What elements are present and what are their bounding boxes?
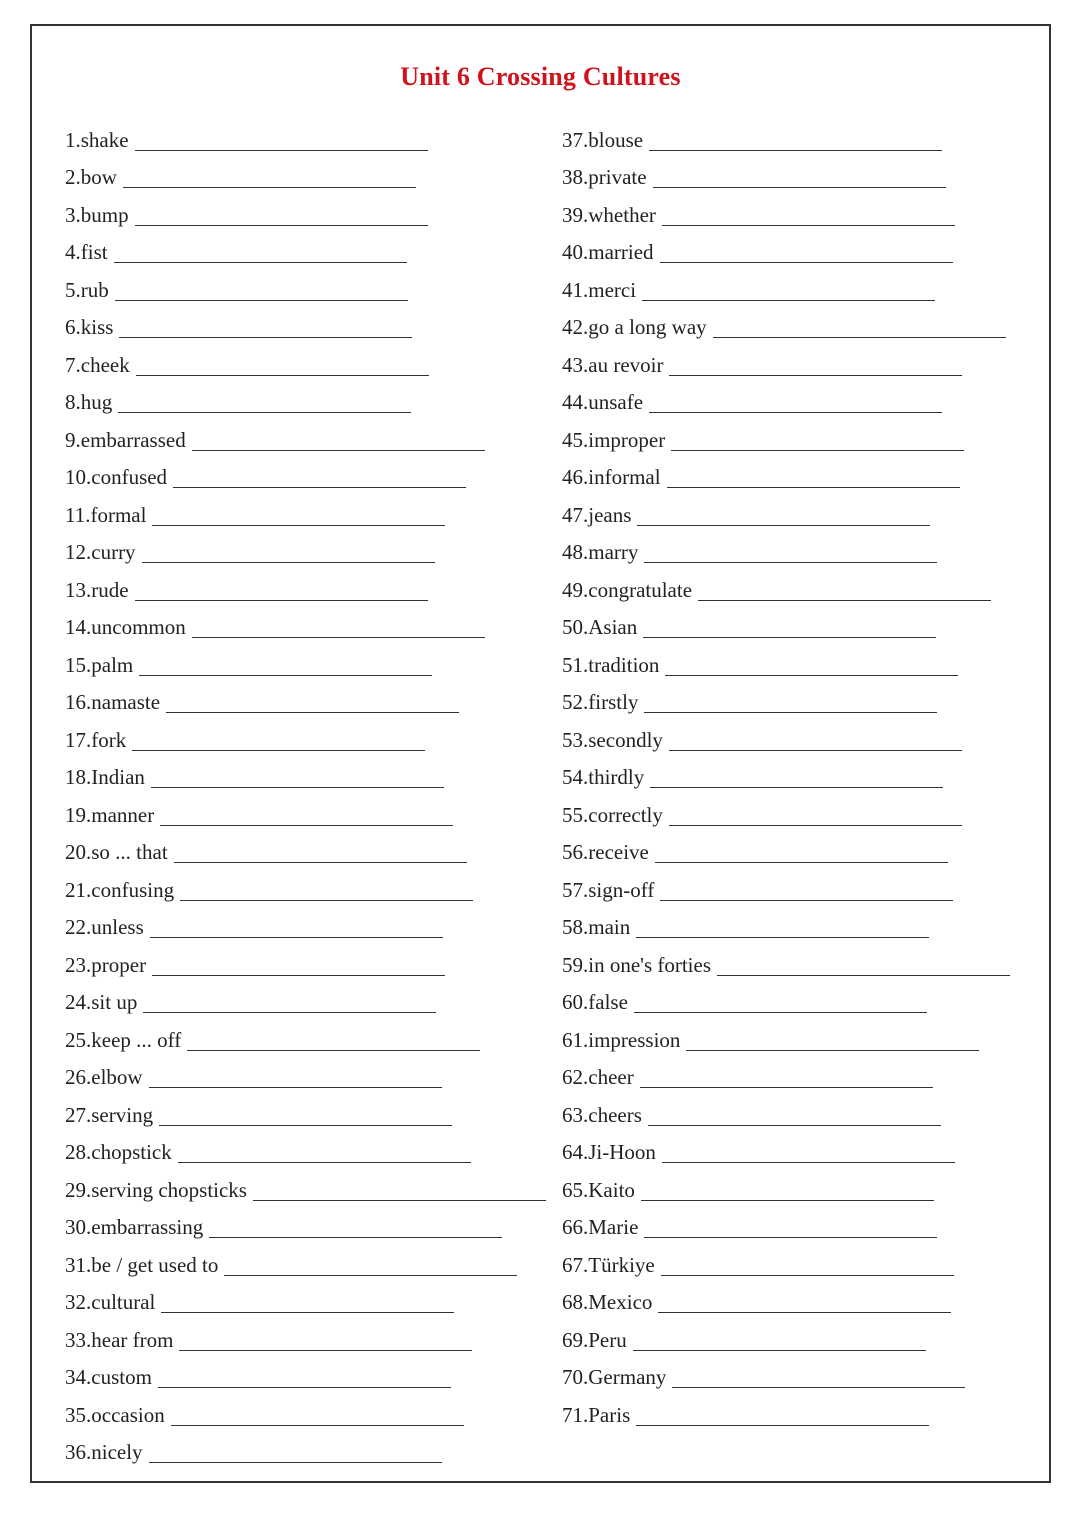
worksheet-title: Unit 6 Crossing Cultures xyxy=(400,62,681,91)
answer-blank-line[interactable] xyxy=(698,600,991,601)
answer-blank-line[interactable] xyxy=(644,1237,937,1238)
answer-blank-line[interactable] xyxy=(209,1237,502,1238)
answer-blank-line[interactable] xyxy=(713,337,1006,338)
vocab-entry xyxy=(65,490,546,528)
vocab-word: 30.embarrassing xyxy=(65,1215,204,1239)
answer-blank-line[interactable] xyxy=(662,1162,955,1163)
vocab-word: 12.curry xyxy=(65,540,136,564)
answer-blank-line[interactable] xyxy=(136,375,429,376)
vocab-entry xyxy=(562,865,1010,903)
vocab-word: 4.fist xyxy=(65,240,108,264)
vocab-word: 40.married xyxy=(562,240,654,264)
vocab-word: 14.uncommon xyxy=(65,615,186,639)
vocab-word: 37.blouse xyxy=(562,127,644,152)
answer-blank-line[interactable] xyxy=(160,825,453,826)
answer-blank-line[interactable] xyxy=(118,412,411,413)
vocab-word: 57.sign-off xyxy=(562,877,655,902)
answer-blank-line[interactable] xyxy=(669,375,962,376)
answer-blank-line[interactable] xyxy=(644,712,937,713)
answer-blank-line[interactable] xyxy=(644,562,937,563)
vocab-entry xyxy=(65,1240,546,1278)
vocab-word: 8.hug xyxy=(65,390,113,414)
answer-blank-line[interactable] xyxy=(135,600,428,601)
vocab-entry xyxy=(562,978,1010,1016)
answer-blank-line[interactable] xyxy=(135,225,428,226)
vocab-word: 31.be / get used to xyxy=(65,1252,219,1277)
vocab-word: 29.serving chopsticks xyxy=(65,1177,247,1202)
vocab-entry xyxy=(562,1015,1010,1053)
vocab-entry xyxy=(562,753,1010,791)
vocab-entry xyxy=(562,715,1010,753)
vocab-entry xyxy=(562,1053,1010,1091)
answer-blank-line[interactable] xyxy=(642,300,935,301)
vocab-entry xyxy=(562,903,1010,941)
vocab-word: 19.manner xyxy=(65,802,155,827)
vocab-word: 25.keep ... off xyxy=(65,1027,182,1052)
vocab-entry xyxy=(65,640,546,678)
answer-blank-line[interactable] xyxy=(173,487,466,488)
vocab-entry xyxy=(562,1278,1010,1316)
vocab-word: 23.proper xyxy=(65,952,147,977)
answer-blank-line[interactable] xyxy=(660,900,953,901)
answer-blank-line[interactable] xyxy=(152,525,445,526)
vocab-entry xyxy=(65,303,546,341)
vocab-entry xyxy=(562,153,1010,191)
vocab-word: 9.embarrassed xyxy=(65,427,186,452)
vocab-entry xyxy=(65,903,546,941)
vocab-word: 56.receive xyxy=(562,840,649,864)
vocab-word: 15.palm xyxy=(65,652,134,677)
vocab-word: 47.jeans xyxy=(562,502,632,527)
answer-blank-line[interactable] xyxy=(119,337,412,338)
answer-blank-line[interactable] xyxy=(150,937,443,938)
vocab-entry xyxy=(562,828,1010,866)
answer-blank-line[interactable] xyxy=(187,1050,480,1051)
answer-blank-line[interactable] xyxy=(650,787,943,788)
answer-blank-line[interactable] xyxy=(179,1350,472,1351)
answer-blank-line[interactable] xyxy=(661,1275,954,1276)
answer-blank-line[interactable] xyxy=(633,1350,926,1351)
vocab-entry xyxy=(65,1203,546,1241)
answer-blank-line[interactable] xyxy=(655,862,948,863)
vocab-word: 11.formal xyxy=(65,502,147,527)
answer-blank-line[interactable] xyxy=(192,637,485,638)
vocab-entry xyxy=(562,790,1010,828)
vocab-entry xyxy=(65,865,546,903)
vocab-entry xyxy=(562,115,1010,153)
answer-blank-line[interactable] xyxy=(139,675,432,676)
answer-blank-line[interactable] xyxy=(135,150,428,151)
vocab-entry xyxy=(65,978,546,1016)
vocab-word: 7.cheek xyxy=(65,352,130,377)
vocab-word: 39.whether xyxy=(562,202,656,227)
vocab-entry xyxy=(65,1165,546,1203)
vocab-word: 16.namaste xyxy=(65,690,161,714)
vocab-entry xyxy=(65,828,546,866)
vocab-entry xyxy=(65,153,546,191)
answer-blank-line[interactable] xyxy=(152,975,445,976)
vocab-word: 35.occasion xyxy=(65,1402,165,1427)
vocab-word: 64.Ji-Hoon xyxy=(562,1140,656,1164)
vocab-word: 61.impression xyxy=(562,1027,681,1052)
vocab-word: 20.so ... that xyxy=(65,840,168,864)
vocab-entry xyxy=(65,453,546,491)
vocab-word: 50.Asian xyxy=(562,615,638,639)
answer-blank-line[interactable] xyxy=(643,637,936,638)
vocab-word: 3.bump xyxy=(65,202,129,227)
vocab-entry xyxy=(562,940,1010,978)
vocab-word: 6.kiss xyxy=(65,315,114,339)
vocab-word: 10.confused xyxy=(65,465,168,489)
vocab-entry xyxy=(562,490,1010,528)
vocab-entry xyxy=(562,640,1010,678)
vocab-entry xyxy=(65,603,546,641)
vocab-entry xyxy=(562,1390,1010,1428)
vocab-word: 55.correctly xyxy=(562,802,663,827)
vocab-word: 28.chopstick xyxy=(65,1140,172,1164)
answer-blank-line[interactable] xyxy=(142,562,435,563)
answer-blank-line[interactable] xyxy=(672,1387,965,1388)
answer-blank-line[interactable] xyxy=(159,1125,452,1126)
vocab-entry xyxy=(562,1240,1010,1278)
vocab-word: 49.congratulate xyxy=(562,577,693,602)
vocab-word: 65.Kaito xyxy=(562,1177,635,1202)
vocab-entry xyxy=(65,753,546,791)
answer-blank-line[interactable] xyxy=(660,262,953,263)
vocab-entry xyxy=(65,1128,546,1166)
answer-blank-line[interactable] xyxy=(637,525,930,526)
right-column xyxy=(562,115,1010,1428)
answer-blank-line[interactable] xyxy=(115,300,408,301)
vocab-entry xyxy=(65,1353,546,1391)
vocab-entry xyxy=(65,1053,546,1091)
answer-blank-line[interactable] xyxy=(634,1012,927,1013)
answer-blank-line[interactable] xyxy=(132,750,425,751)
vocab-word: 62.cheer xyxy=(562,1065,634,1089)
vocab-word: 59.in one's forties xyxy=(562,952,712,977)
vocab-entry xyxy=(65,1015,546,1053)
answer-blank-line[interactable] xyxy=(653,187,946,188)
vocab-word: 54.thirdly xyxy=(562,765,645,789)
vocab-word: 52.firstly xyxy=(562,690,639,714)
vocab-word: 60.false xyxy=(562,990,628,1014)
vocab-entry xyxy=(65,1278,546,1316)
vocab-entry xyxy=(562,453,1010,491)
vocab-entry xyxy=(65,340,546,378)
answer-blank-line[interactable] xyxy=(158,1387,451,1388)
answer-blank-line[interactable] xyxy=(224,1275,517,1276)
vocab-word: 67.Türkiye xyxy=(562,1252,655,1277)
vocab-word: 5.rub xyxy=(65,277,109,302)
vocab-word: 71.Paris xyxy=(562,1402,631,1427)
vocab-word: 17.fork xyxy=(65,727,127,752)
worksheet xyxy=(30,24,1051,1483)
answer-blank-line[interactable] xyxy=(114,262,407,263)
answer-blank-line[interactable] xyxy=(665,675,958,676)
answer-blank-line[interactable] xyxy=(143,1012,436,1013)
vocab-word: 53.secondly xyxy=(562,727,663,752)
vocab-entry xyxy=(562,1128,1010,1166)
answer-blank-line[interactable] xyxy=(648,1125,941,1126)
vocab-entry xyxy=(65,790,546,828)
vocab-word: 63.cheers xyxy=(562,1102,642,1127)
answer-blank-line[interactable] xyxy=(686,1050,979,1051)
vocab-word: 69.Peru xyxy=(562,1327,627,1352)
vocab-word: 27.serving xyxy=(65,1102,154,1127)
vocab-word: 66.Marie xyxy=(562,1215,639,1239)
vocab-entry xyxy=(562,565,1010,603)
vocab-entry xyxy=(65,1090,546,1128)
vocab-word: 44.unsafe xyxy=(562,390,644,414)
answer-blank-line[interactable] xyxy=(658,1312,951,1313)
vocab-entry xyxy=(65,1390,546,1428)
vocab-entry xyxy=(65,678,546,716)
vocab-entry xyxy=(65,1428,546,1466)
vocab-word: 46.informal xyxy=(562,465,661,489)
vocab-word: 70.Germany xyxy=(562,1365,667,1389)
vocab-word: 18.Indian xyxy=(65,765,145,789)
vocab-word: 2.bow xyxy=(65,165,117,189)
answer-blank-line[interactable] xyxy=(174,862,467,863)
answer-blank-line[interactable] xyxy=(178,1162,471,1163)
vocab-entry xyxy=(65,940,546,978)
vocab-word: 34.custom xyxy=(65,1365,152,1389)
vocab-entry xyxy=(65,228,546,266)
answer-blank-line[interactable] xyxy=(640,1087,933,1088)
vocab-entry xyxy=(562,603,1010,641)
vocab-word: 32.cultural xyxy=(65,1290,156,1314)
answer-blank-line[interactable] xyxy=(180,900,473,901)
vocab-entry xyxy=(562,678,1010,716)
answer-blank-line[interactable] xyxy=(671,450,964,451)
answer-blank-line[interactable] xyxy=(636,937,929,938)
vocab-entry xyxy=(65,715,546,753)
vocab-word: 33.hear from xyxy=(65,1327,174,1352)
vocab-entry xyxy=(65,415,546,453)
vocab-entry xyxy=(562,378,1010,416)
vocab-word: 36.nicely xyxy=(65,1440,143,1464)
answer-blank-line[interactable] xyxy=(253,1200,546,1201)
vocab-entry xyxy=(65,190,546,228)
vocab-entry xyxy=(562,265,1010,303)
answer-blank-line[interactable] xyxy=(192,450,485,451)
vocab-entry xyxy=(65,115,546,153)
vocab-entry xyxy=(562,1203,1010,1241)
vocab-word: 43.au revoir xyxy=(562,352,664,377)
vocab-entry xyxy=(65,265,546,303)
vocab-entry xyxy=(562,1165,1010,1203)
left-column xyxy=(65,115,546,1465)
vocab-word: 41.merci xyxy=(562,277,637,302)
answer-blank-line[interactable] xyxy=(149,1462,442,1463)
vocab-entry xyxy=(65,1315,546,1353)
answer-blank-line[interactable] xyxy=(171,1425,464,1426)
answer-blank-line[interactable] xyxy=(649,150,942,151)
vocab-word: 1.shake xyxy=(65,127,129,152)
vocab-entry xyxy=(562,415,1010,453)
answer-blank-line[interactable] xyxy=(669,825,962,826)
vocab-entry xyxy=(65,565,546,603)
answer-blank-line[interactable] xyxy=(669,750,962,751)
vocab-word: 38.private xyxy=(562,165,647,189)
vocab-entry xyxy=(562,1090,1010,1128)
vocab-word: 42.go a long way xyxy=(562,315,707,339)
vocab-entry xyxy=(562,190,1010,228)
vocab-word: 24.sit up xyxy=(65,990,138,1014)
answer-blank-line[interactable] xyxy=(149,1087,442,1088)
vocab-entry xyxy=(562,1353,1010,1391)
vocab-entry xyxy=(562,228,1010,266)
vocab-entry xyxy=(65,528,546,566)
vocab-word: 51.tradition xyxy=(562,652,660,677)
vocab-word: 26.elbow xyxy=(65,1065,143,1089)
vocab-word: 21.confusing xyxy=(65,877,175,902)
answer-blank-line[interactable] xyxy=(641,1200,934,1201)
vocab-entry xyxy=(562,303,1010,341)
vocab-word: 48.marry xyxy=(562,540,639,564)
vocab-word: 68.Mexico xyxy=(562,1290,653,1314)
answer-blank-line[interactable] xyxy=(662,225,955,226)
answer-blank-line[interactable] xyxy=(166,712,459,713)
vocab-word: 58.main xyxy=(562,915,631,939)
answer-blank-line[interactable] xyxy=(161,1312,454,1313)
answer-blank-line[interactable] xyxy=(649,412,942,413)
vocab-entry xyxy=(562,1315,1010,1353)
answer-blank-line[interactable] xyxy=(717,975,1010,976)
vocab-word: 13.rude xyxy=(65,577,129,602)
answer-blank-line[interactable] xyxy=(151,787,444,788)
answer-blank-line[interactable] xyxy=(123,187,416,188)
vocab-entry xyxy=(65,378,546,416)
vocab-word: 22.unless xyxy=(65,915,144,939)
answer-blank-line[interactable] xyxy=(667,487,960,488)
vocab-word: 45.improper xyxy=(562,427,666,452)
answer-blank-line[interactable] xyxy=(636,1425,929,1426)
vocab-entry xyxy=(562,528,1010,566)
vocab-entry xyxy=(562,340,1010,378)
